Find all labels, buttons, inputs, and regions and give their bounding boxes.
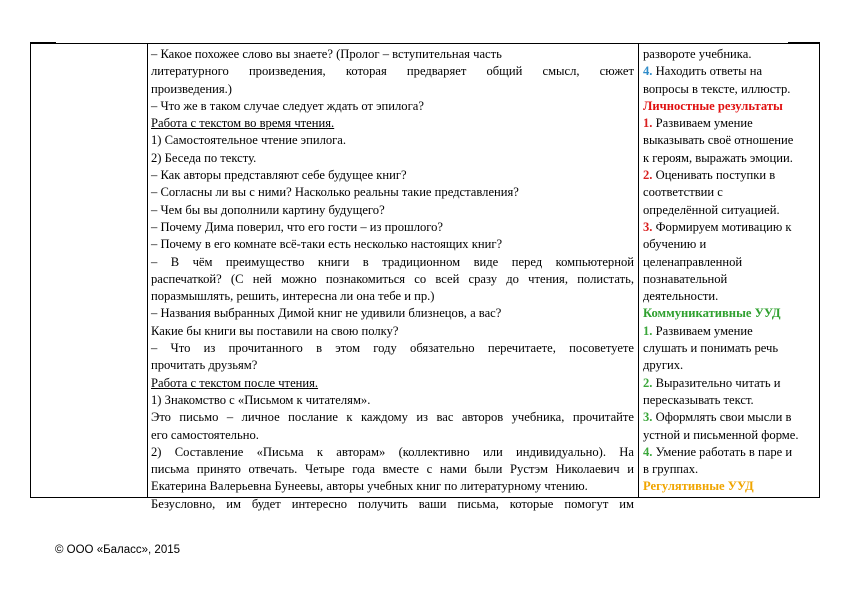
lesson-text-line: его самостоятельно. bbox=[151, 427, 259, 442]
results-item-line bbox=[643, 202, 816, 219]
results-item-line bbox=[643, 323, 816, 340]
item-text: вопросы в тексте, иллюстр. bbox=[643, 81, 791, 96]
lesson-text-line: – Что из прочитанного в этом году обязательно перечитаете, посоветуете bbox=[151, 341, 634, 356]
item-text: Оформлять свои мысли в bbox=[652, 410, 792, 425]
item-text: Умение работать в паре и bbox=[652, 444, 793, 459]
item-text: Развиваем умение bbox=[652, 116, 753, 131]
item-text: деятельности. bbox=[643, 289, 719, 304]
lesson-text-line: письма принято отвечать. Четыре года вместе с нами были Рустэм Николаевич и bbox=[151, 462, 634, 477]
section-heading: Работа с текстом во время чтения. bbox=[151, 116, 335, 131]
item-text: Развиваем умение bbox=[652, 323, 753, 338]
results-item-line bbox=[643, 254, 816, 271]
results-item-line bbox=[643, 46, 816, 63]
lesson-text-line: Это письмо – личное послание к каждому из вас авторов учебника, прочитайте bbox=[151, 410, 634, 425]
lesson-text-line: – Чем бы вы дополнили картину будущего? bbox=[151, 202, 385, 217]
item-text: соответствии с bbox=[643, 185, 723, 200]
item-number: 2. bbox=[643, 375, 653, 390]
item-number: 4. bbox=[643, 64, 653, 79]
item-text: определённой ситуацией. bbox=[643, 202, 780, 217]
results-item-line bbox=[643, 81, 816, 98]
results-heading: Коммуникативные УУД bbox=[643, 306, 781, 321]
table-column-lesson-content bbox=[148, 44, 639, 511]
results-heading: Регулятивные УУД bbox=[643, 479, 754, 494]
item-text: развороте учебника. bbox=[643, 47, 752, 61]
item-text: Оценивать поступки в bbox=[652, 168, 776, 183]
lesson-text-line: – Как авторы представляют себе будущее книг? bbox=[151, 168, 407, 183]
results-item-line bbox=[643, 219, 816, 236]
item-text: Находить ответы на bbox=[652, 64, 763, 79]
lesson-table bbox=[30, 43, 820, 511]
item-text: слушать и понимать речь bbox=[643, 341, 779, 356]
lesson-text-line: – В чём преимущество книги в традиционном виде перед компьютерной bbox=[151, 254, 634, 269]
item-text: других. bbox=[643, 358, 684, 373]
results-item-line bbox=[643, 444, 816, 461]
item-number: 1. bbox=[643, 323, 653, 338]
item-text: устной и письменной форме. bbox=[643, 427, 799, 442]
item-number: 1. bbox=[643, 116, 653, 131]
lesson-text-line: 2) Беседа по тексту. bbox=[151, 150, 257, 165]
results-item-line bbox=[643, 63, 816, 80]
item-text: Выразительно читать и bbox=[652, 375, 781, 390]
results-item-line bbox=[643, 184, 816, 201]
item-number: 4. bbox=[643, 444, 653, 459]
lesson-text-line: 2) Составление «Письма к авторам» (коллективно или индивидуально). На bbox=[151, 444, 634, 459]
item-text: в группах. bbox=[643, 462, 699, 477]
lesson-text-line: – Почему в его комнате всё-таки есть несколько настоящих книг? bbox=[151, 237, 503, 252]
results-item-line bbox=[643, 167, 816, 184]
results-item-line bbox=[643, 132, 816, 149]
results-item-line bbox=[643, 357, 816, 374]
results-item-line bbox=[643, 115, 816, 132]
page-footer-copyright: © ООО «Баласс», 2015 bbox=[55, 544, 181, 556]
lesson-text-line: – Какое похожее слово вы знаете? (Пролог – вступительная часть bbox=[151, 47, 502, 61]
item-text: к героям, выражать эмоции. bbox=[643, 150, 793, 165]
lesson-text-line: распечаткой? (С ней можно познакомиться со всей сразу до чтения, полистать, bbox=[151, 271, 634, 286]
results-item-line bbox=[643, 271, 816, 288]
lesson-text-line: Безусловно, им будет интересно получить ваши письма, которые помогут им bbox=[151, 496, 634, 511]
lesson-text-line: произведения.) bbox=[151, 81, 232, 96]
table-column-results bbox=[639, 44, 819, 497]
lesson-text-line: – Что же в таком случае следует ждать от эпилога? bbox=[151, 98, 424, 113]
item-number: 3. bbox=[643, 219, 653, 234]
results-item-line bbox=[643, 150, 816, 167]
lesson-text-line: – Почему Дима поверил, что его гости – из прошлого? bbox=[151, 219, 444, 234]
table-column-stage bbox=[31, 44, 148, 497]
lesson-text-line: литературного произведения, которая предваряет общий смысл, сюжет bbox=[151, 64, 634, 79]
results-item-line bbox=[643, 461, 816, 478]
lesson-text-line: 1) Самостоятельное чтение эпилога. bbox=[151, 133, 347, 148]
results-item-line bbox=[643, 427, 816, 444]
item-text: познавательной bbox=[643, 271, 728, 286]
section-heading: Работа с текстом после чтения. bbox=[151, 375, 319, 390]
results-item-line bbox=[643, 375, 816, 392]
lesson-text-line: 1) Знакомство с «Письмом к читателям». bbox=[151, 392, 371, 407]
lesson-text-line: Какие бы книги вы поставили на свою полку? bbox=[151, 323, 399, 338]
results-item-line bbox=[643, 340, 816, 357]
item-number: 2. bbox=[643, 168, 653, 183]
lesson-text-line: Екатерина Валерьевна Бунеевы, авторы учебных книг по литературному чтению. bbox=[151, 479, 588, 494]
lesson-text-line: прочитать друзьям? bbox=[151, 358, 258, 373]
item-text: пересказывать текст. bbox=[643, 392, 754, 407]
item-text: выказывать своё отношение bbox=[643, 133, 794, 148]
item-number: 3. bbox=[643, 410, 653, 425]
results-item-line bbox=[643, 288, 816, 305]
lesson-text-line: – Названия выбранных Димой книг не удивили близнецов, а вас? bbox=[151, 306, 502, 321]
lesson-text-line: – Согласны ли вы с ними? Насколько реальны такие представления? bbox=[151, 185, 519, 200]
results-item-line bbox=[643, 409, 816, 426]
results-item-line bbox=[643, 236, 816, 253]
lesson-text-line: поразмышлять, решить, интересна ли она тебе и пр.) bbox=[151, 289, 435, 304]
item-text: обучению и bbox=[643, 237, 707, 252]
results-heading: Личностные результаты bbox=[643, 98, 783, 113]
results-item-line bbox=[643, 392, 816, 409]
item-text: целенаправленной bbox=[643, 254, 743, 269]
item-text: Формируем мотивацию к bbox=[652, 219, 792, 234]
